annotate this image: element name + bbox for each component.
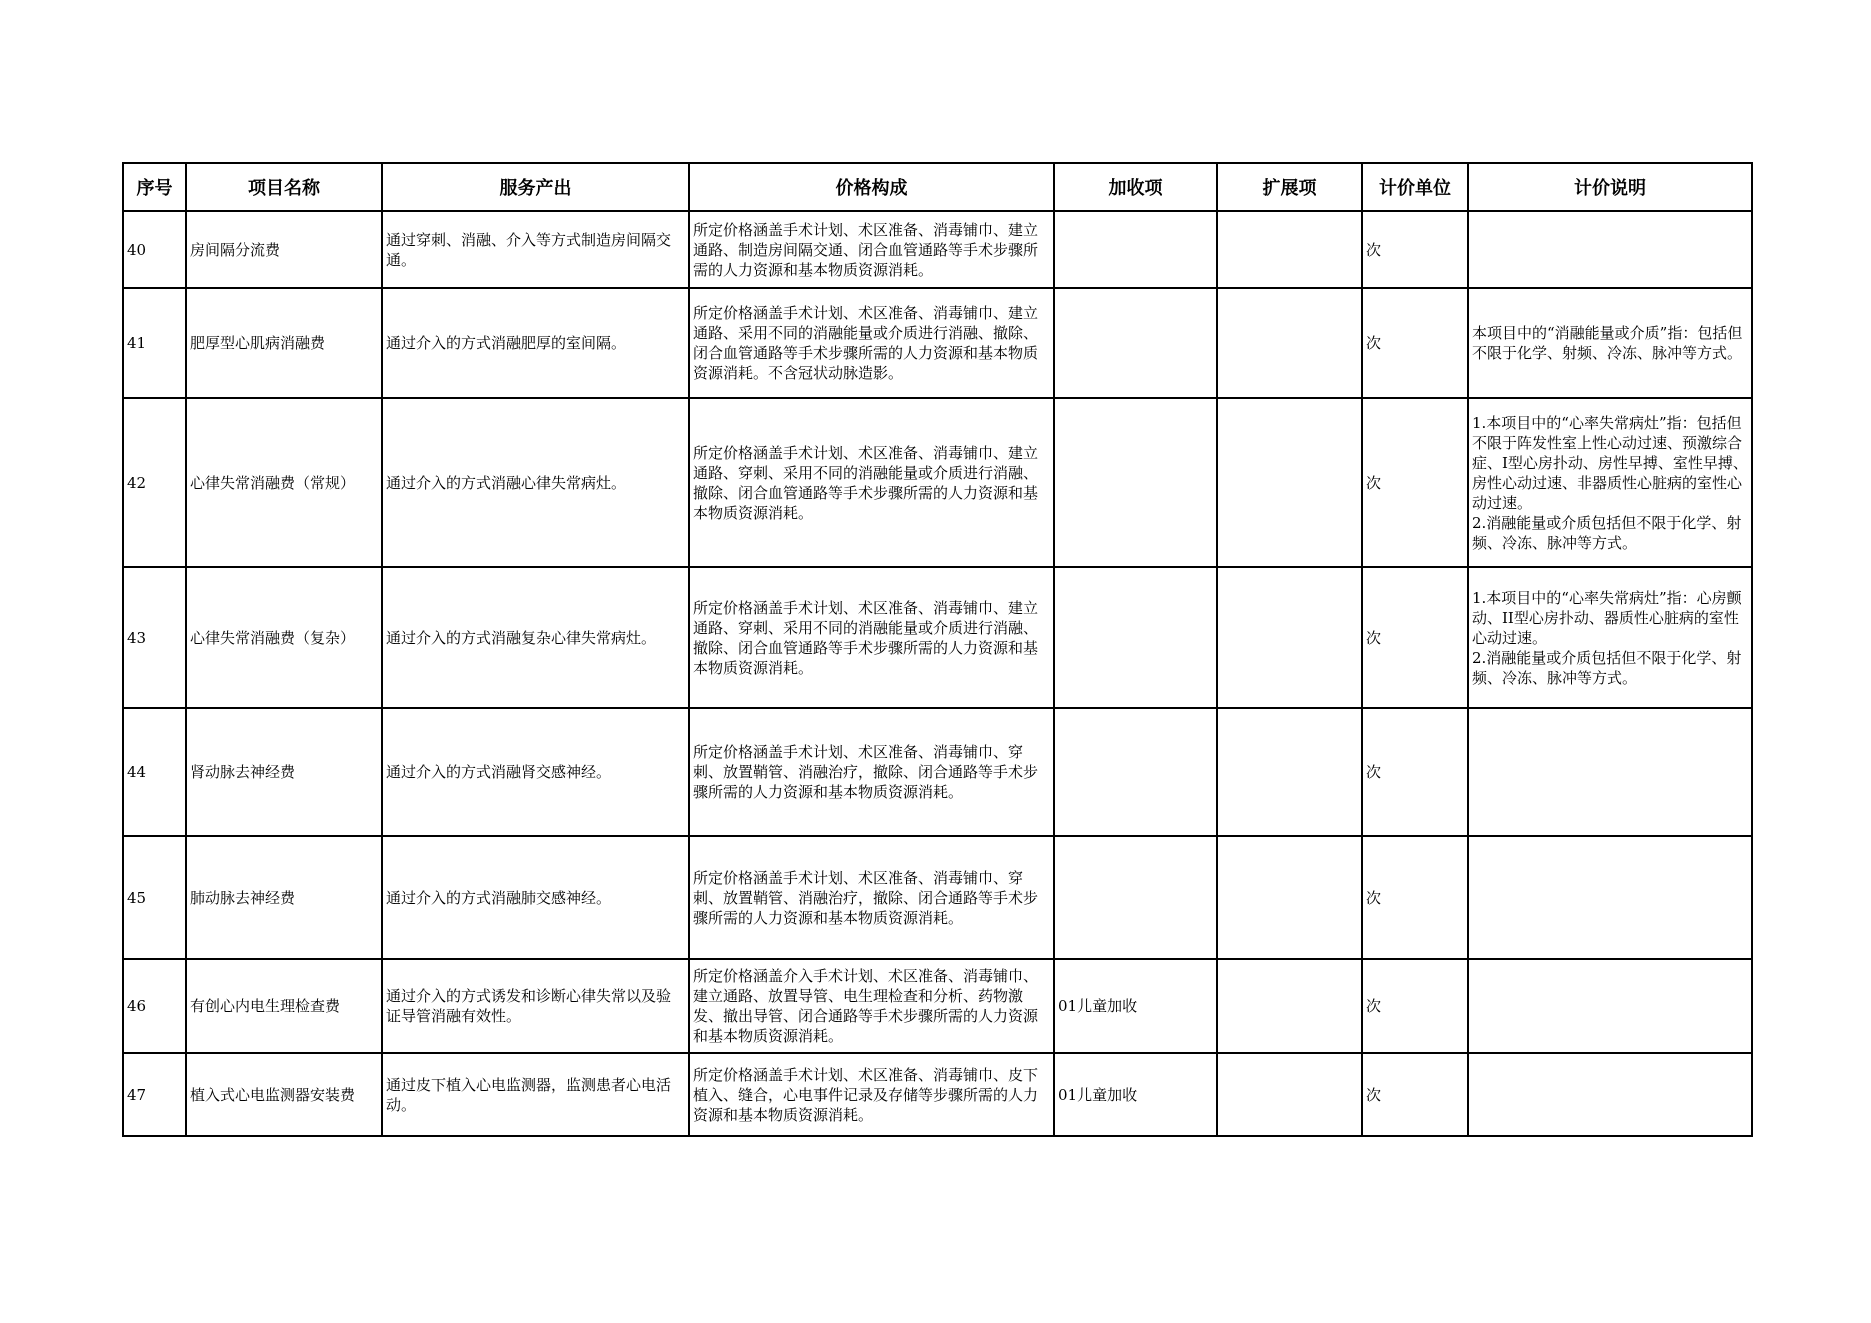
cell-add [1054,567,1217,708]
cell-output: 通过介入的方式消融复杂心律失常病灶。 [382,567,689,708]
cell-add [1054,288,1217,398]
cell-add: 01儿童加收 [1054,959,1217,1053]
cell-ext [1217,288,1362,398]
header-name: 项目名称 [186,163,382,211]
cell-add [1054,211,1217,288]
table-row [123,836,1752,959]
pricing-table [122,162,1753,1137]
cell-ext [1217,708,1362,836]
header-add: 加收项 [1054,163,1217,211]
cell-output: 通过介入的方式消融肾交感神经。 [382,708,689,836]
table-row [123,1053,1752,1136]
cell-no: 42 [123,398,186,567]
table-row [123,708,1752,836]
cell-unit: 次 [1362,288,1468,398]
note-line-1: 1.本项目中的“心率失常病灶”指：心房颤动、II型心房扑动、器质性心脏病的室性心动过速。 [1472,588,1742,647]
cell-price: 所定价格涵盖手术计划、术区准备、消毒铺巾、建立通路、穿刺、采用不同的消融能量或介质进行消融、撤除、闭合血管通路等手术步骤所需的人力资源和基本物质资源消耗。 [689,567,1054,708]
cell-no: 43 [123,567,186,708]
header-no: 序号 [123,163,186,211]
cell-unit: 次 [1362,567,1468,708]
cell-unit: 次 [1362,398,1468,567]
cell-name: 肥厚型心肌病消融费 [186,288,382,398]
cell-ext [1217,211,1362,288]
cell-output: 通过皮下植入心电监测器，监测患者心电活动。 [382,1053,689,1136]
cell-unit: 次 [1362,211,1468,288]
cell-no: 40 [123,211,186,288]
header-price: 价格构成 [689,163,1054,211]
cell-ext [1217,1053,1362,1136]
cell-no: 46 [123,959,186,1053]
table-header-row [123,163,1752,211]
note-line-2: 2.消融能量或介质包括但不限于化学、射频、冷冻、脉冲等方式。 [1472,513,1742,552]
cell-price: 所定价格涵盖介入手术计划、术区准备、消毒铺巾、建立通路、放置导管、电生理检查和分析、药物激发、撤出导管、闭合通路等手术步骤所需的人力资源和基本物质资源消耗。 [689,959,1054,1053]
cell-price: 所定价格涵盖手术计划、术区准备、消毒铺巾、穿刺、放置鞘管、消融治疗，撤除、闭合通路等手术步骤所需的人力资源和基本物质资源消耗。 [689,708,1054,836]
cell-note [1468,959,1752,1053]
cell-ext [1217,959,1362,1053]
cell-unit: 次 [1362,959,1468,1053]
cell-name: 肺动脉去神经费 [186,836,382,959]
note-line-1: 1.本项目中的“心率失常病灶”指：包括但不限于阵发性室上性心动过速、预激综合症、I型心房扑动、房性早搏、室性早搏、房性心动过速、非器质性心脏病的室性心动过速。 [1472,413,1748,512]
cell-note: 本项目中的“消融能量或介质”指：包括但不限于化学、射频、冷冻、脉冲等方式。 [1468,288,1752,398]
cell-output: 通过介入的方式消融心律失常病灶。 [382,398,689,567]
cell-price: 所定价格涵盖手术计划、术区准备、消毒铺巾、建立通路、采用不同的消融能量或介质进行消融、撤除、闭合血管通路等手术步骤所需的人力资源和基本物质资源消耗。不含冠状动脉造影。 [689,288,1054,398]
cell-output: 通过介入的方式消融肥厚的室间隔。 [382,288,689,398]
cell-note [1468,708,1752,836]
cell-name: 心律失常消融费（常规） [186,398,382,567]
table-row [123,288,1752,398]
cell-note [1468,398,1752,567]
cell-note [1468,567,1752,708]
note-line-2: 2.消融能量或介质包括但不限于化学、射频、冷冻、脉冲等方式。 [1472,648,1742,687]
cell-add [1054,398,1217,567]
cell-no: 44 [123,708,186,836]
cell-note [1468,1053,1752,1136]
cell-ext [1217,398,1362,567]
cell-add [1054,836,1217,959]
table-row [123,398,1752,567]
cell-unit: 次 [1362,708,1468,836]
cell-ext [1217,567,1362,708]
cell-unit: 次 [1362,1053,1468,1136]
header-unit: 计价单位 [1362,163,1468,211]
header-output: 服务产出 [382,163,689,211]
cell-name: 肾动脉去神经费 [186,708,382,836]
cell-name: 房间隔分流费 [186,211,382,288]
cell-unit: 次 [1362,836,1468,959]
cell-ext [1217,836,1362,959]
cell-name: 有创心内电生理检查费 [186,959,382,1053]
cell-output: 通过介入的方式诱发和诊断心律失常以及验证导管消融有效性。 [382,959,689,1053]
cell-output: 通过介入的方式消融肺交感神经。 [382,836,689,959]
cell-output: 通过穿刺、消融、介入等方式制造房间隔交通。 [382,211,689,288]
cell-note [1468,211,1752,288]
cell-no: 45 [123,836,186,959]
cell-no: 41 [123,288,186,398]
cell-add: 01儿童加收 [1054,1053,1217,1136]
cell-price: 所定价格涵盖手术计划、术区准备、消毒铺巾、穿刺、放置鞘管、消融治疗，撤除、闭合通路等手术步骤所需的人力资源和基本物质资源消耗。 [689,836,1054,959]
cell-add [1054,708,1217,836]
cell-no: 47 [123,1053,186,1136]
cell-price: 所定价格涵盖手术计划、术区准备、消毒铺巾、建立通路、穿刺、采用不同的消融能量或介质进行消融、撤除、闭合血管通路等手术步骤所需的人力资源和基本物质资源消耗。 [689,398,1054,567]
table-row [123,211,1752,288]
cell-name: 心律失常消融费（复杂） [186,567,382,708]
table-row [123,959,1752,1053]
cell-note [1468,836,1752,959]
cell-name: 植入式心电监测器安装费 [186,1053,382,1136]
header-note: 计价说明 [1468,163,1752,211]
cell-price: 所定价格涵盖手术计划、术区准备、消毒铺巾、皮下植入、缝合，心电事件记录及存储等步骤所需的人力资源和基本物质资源消耗。 [689,1053,1054,1136]
cell-price: 所定价格涵盖手术计划、术区准备、消毒铺巾、建立通路、制造房间隔交通、闭合血管通路等手术步骤所需的人力资源和基本物质资源消耗。 [689,211,1054,288]
table-row [123,567,1752,708]
header-ext: 扩展项 [1217,163,1362,211]
